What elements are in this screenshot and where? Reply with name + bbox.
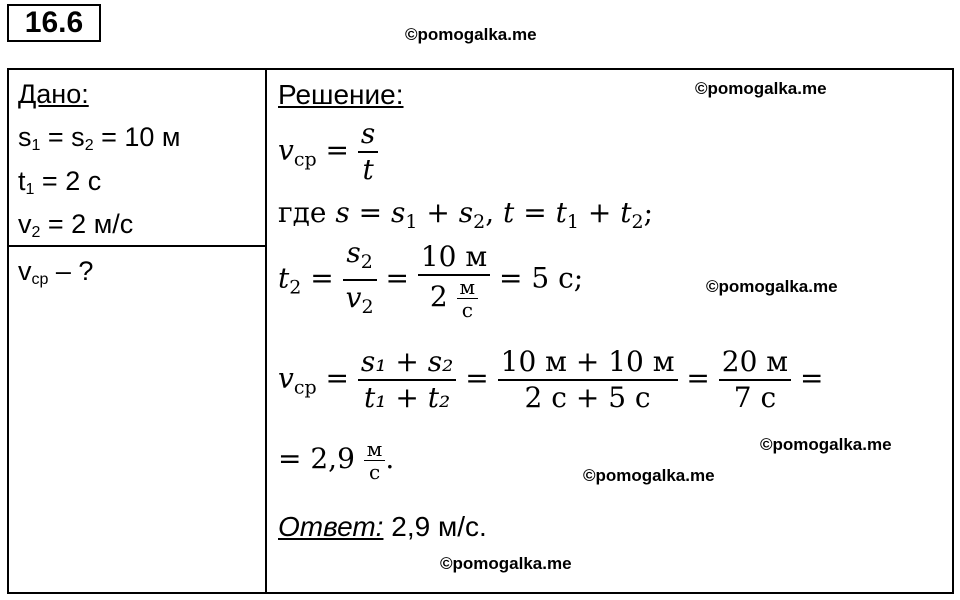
column-divider [265,68,267,594]
equation-average-speed-values: $v_{ср}$ = $\frac{\text{s₁ + s₂}}{\text{t₁ + t₂}}$ = $\frac{10 м + 10 м}{2 с + 5 с}$ = $\frac{20 м}{7 с}$ = [278,345,824,414]
equation-time-second: $t_2$ = $\frac{s_2}{v_2}$ = 10 м 2 $\frac{м}{с}$ = 5 с; [278,236,583,324]
watermark: ©pomogalka.me [440,554,572,573]
problem-number: 16.6 [7,4,101,42]
equation-average-speed: $v_{ср}$ = $\frac{s}{t}$ [278,117,378,187]
answer [278,511,487,543]
equation-definitions: где $s = s_1 + s_2$, $t = t_1 + t_2$; [278,196,653,233]
watermark: ©pomogalka.me [695,79,827,98]
given-heading: Дано: [18,79,89,109]
find-quantity: $v_{ср}$ – ? [18,256,94,288]
watermark: ©pomogalka.me [405,25,537,44]
answer-label: Ответ: [278,511,384,542]
given-speed: $v_2 = 2$ м/с [18,209,134,241]
watermark: ©pomogalka.me [583,466,715,485]
given-time: $t_1 = 2$ с [18,166,102,198]
given-divider [7,245,267,247]
equation-result: = 2,9 $\frac{м}{с}$ . [278,437,395,484]
given-distances: $s_1 = s_2 = 10$ м [18,122,181,154]
solution-heading: Решение: [278,79,404,110]
watermark: ©pomogalka.me [706,277,838,296]
watermark: ©pomogalka.me [760,435,892,454]
answer-value: 2,9 м/с. [383,511,487,542]
